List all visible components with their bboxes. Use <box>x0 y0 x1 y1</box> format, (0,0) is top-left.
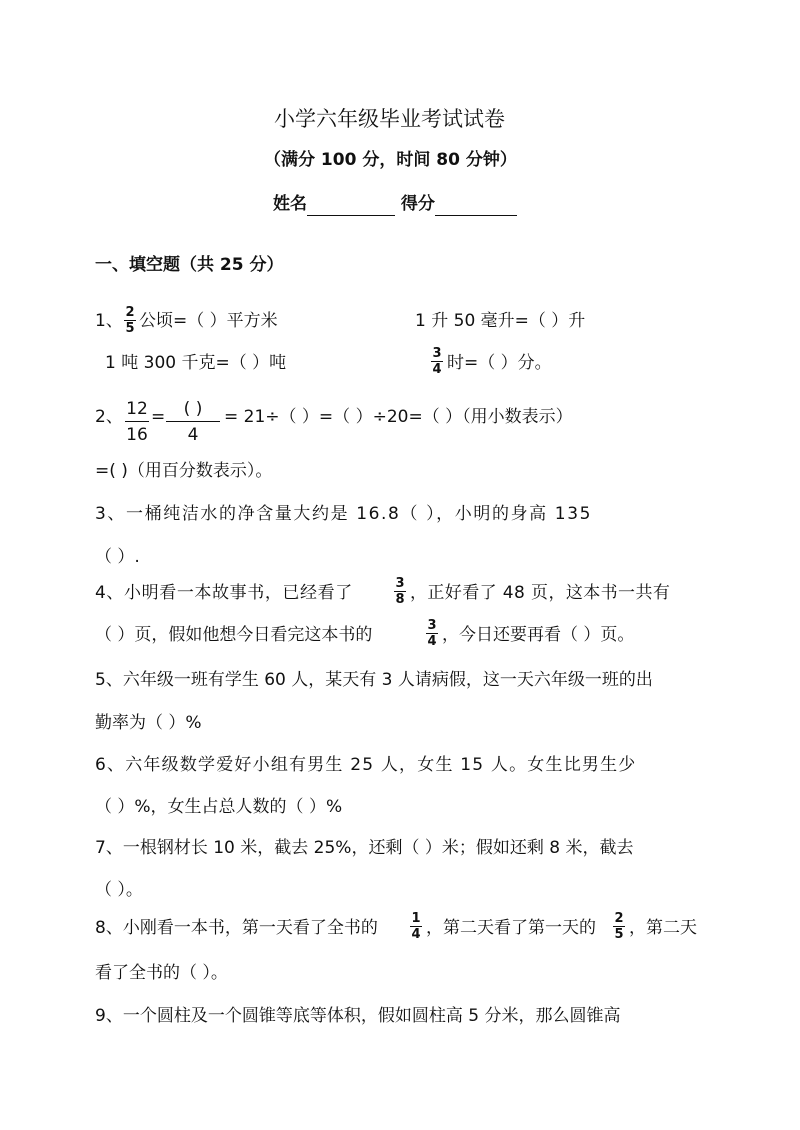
fraction-denominator: 4 <box>187 425 199 445</box>
q5-line1: 5、六年级一班有学生 60 人，某天有 3 人请病假，这一天六年级一班的出 <box>95 670 653 690</box>
fraction-denominator: 4 <box>427 634 437 649</box>
fraction-denominator: 16 <box>126 425 148 445</box>
q6-line2: （ ）%，女生占总人数的（ ）% <box>95 797 343 817</box>
q4-part1: 4、小明看一本故事书，已经看了 <box>95 583 353 603</box>
q2-equals: = <box>151 407 166 427</box>
name-score-line <box>273 192 517 216</box>
q1-part-b: 1 升 50 毫升=（ ）升 <box>415 311 586 331</box>
fraction-numerator: 2 <box>125 305 135 320</box>
q1-part-a: 公顷=（ ）平方米 <box>139 311 278 331</box>
fraction-numerator: 1 <box>411 911 421 926</box>
q2-fraction-blank-4 <box>166 399 220 445</box>
exam-title: 小学六年级毕业考试试卷 <box>274 107 505 131</box>
q8-part2: ，第二天看了第一天的 <box>426 918 596 938</box>
q1-part-d: 时=（ ）分。 <box>447 353 552 373</box>
q8-part3: ，第二天 <box>629 918 697 938</box>
fraction-denominator: 4 <box>411 927 421 942</box>
fraction-numerator: 2 <box>614 911 624 926</box>
q4-line1 <box>95 581 353 605</box>
q8-fraction-1-4 <box>410 912 422 941</box>
q1-fraction-2-5 <box>124 306 136 335</box>
score-label: 得分 <box>400 194 435 214</box>
q2-line2: =( )（用百分数表示）。 <box>95 461 273 481</box>
fraction-bar <box>125 421 149 422</box>
q8-line2: 看了全书的（ ）。 <box>95 963 228 983</box>
name-label: 姓名 <box>273 194 307 214</box>
name-blank[interactable] <box>307 197 395 216</box>
fraction-bar <box>166 421 220 422</box>
score-blank[interactable] <box>435 197 517 216</box>
q2-number: 2、 <box>95 407 123 427</box>
q8-fraction-2-5 <box>613 912 625 941</box>
q2-rest: = 21÷（ ）=（ ）÷20=（ ）（用小数表示） <box>224 407 573 427</box>
section-heading: 一、填空题（共 25 分） <box>95 255 284 275</box>
fraction-denominator: 5 <box>125 321 135 336</box>
q6-line1: 6、六年级数学爱好小组有男生 25 人，女生 15 人。女生比男生少 <box>95 755 637 775</box>
fraction-numerator: ( ) <box>183 399 203 419</box>
q1-number: 1、 <box>95 311 123 331</box>
q7-line1: 7、一根钢材长 10 米，截去 25%，还剩（ ）米；假如还剩 8 米，截去 <box>95 838 634 858</box>
q3-line1: 3、一桶纯洁水的净含量大约是 16.8（ ），小明的身高 135 <box>95 504 593 524</box>
fraction-numerator: 3 <box>395 576 405 591</box>
q8-part1: 8、小刚看一本书，第一天看了全书的 <box>95 918 378 938</box>
fraction-denominator: 8 <box>395 592 405 607</box>
q4-part2: ，正好看了 48 页，这本书一共有 <box>410 583 671 603</box>
q4-fraction-3-8 <box>394 577 406 606</box>
fraction-numerator: 3 <box>427 618 437 633</box>
q2-fraction-12-16 <box>125 399 149 445</box>
exam-subtitle: （满分 100 分，时间 80 分钟） <box>264 150 517 170</box>
q4-fraction-3-4 <box>426 619 438 648</box>
q9-line1: 9、一个圆柱及一个圆锥等底等体积，假如圆柱高 5 分米，那么圆锥高 <box>95 1006 621 1026</box>
q5-line2: 勤率为（ ）% <box>95 713 202 733</box>
q3-line2: （ ）. <box>95 547 140 567</box>
fraction-denominator: 4 <box>432 362 442 377</box>
fraction-numerator: 3 <box>432 346 442 361</box>
fraction-numerator: 12 <box>126 399 148 419</box>
q4-part4: ，今日还要再看（ ）页。 <box>442 625 635 645</box>
q7-line2: （ ）。 <box>95 880 143 900</box>
q1-fraction-3-4 <box>431 347 443 376</box>
fraction-denominator: 5 <box>614 927 624 942</box>
q4-part3: （ ）页，假如他想今日看完这本书的 <box>95 625 373 645</box>
q1-part-c: 1 吨 300 千克=（ ）吨 <box>105 353 287 373</box>
